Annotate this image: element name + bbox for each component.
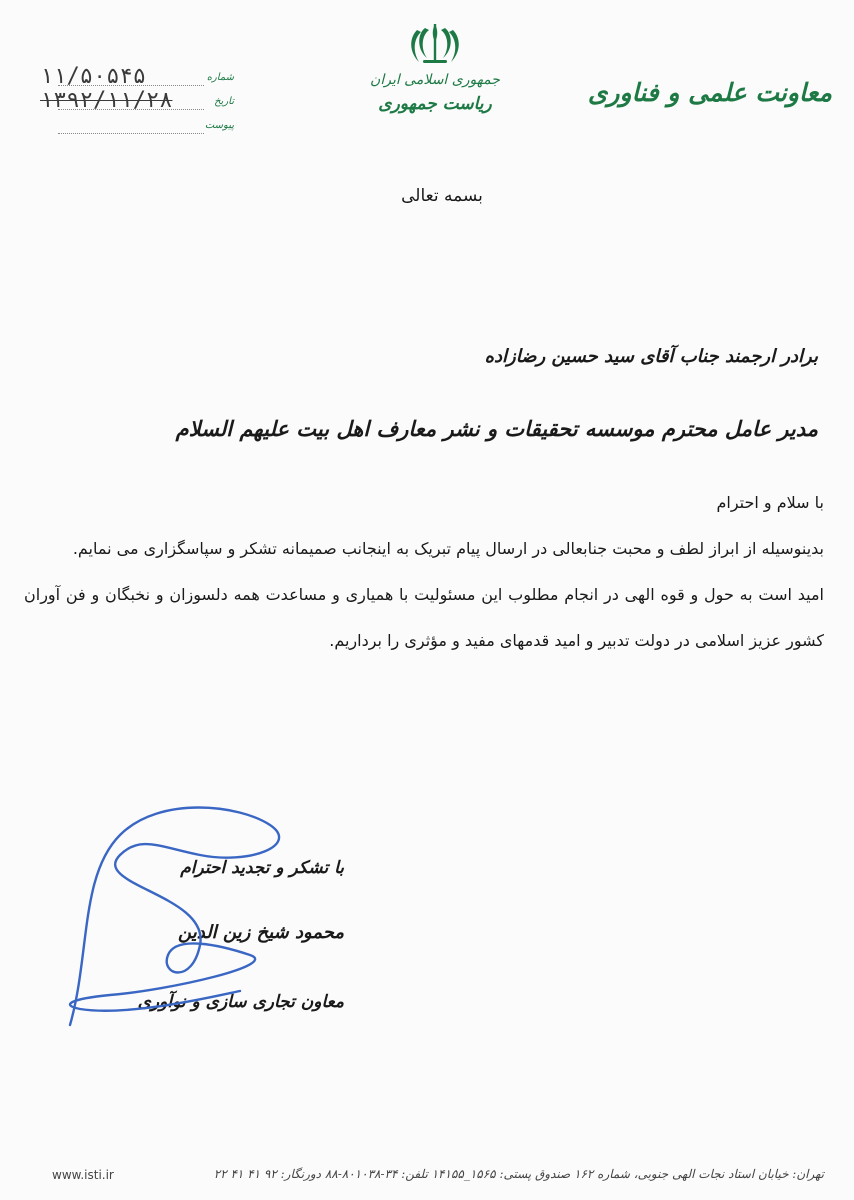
iran-emblem-icon — [407, 20, 463, 68]
greeting: با سلام و احترام — [716, 493, 824, 512]
date-value: ۱۳۹۲/۱۱/۲۸ — [40, 88, 173, 113]
body-paragraph: امید است به حول و قوه الهی در انجام مطلوب این مسئولیت با همیاری و مساعدت همه دلسوزان و نخبگان و فن آوران کشور عزیز اسلامی در دولت تدبیر و امید قدمهای مفید و مؤثری را برداریم. — [24, 585, 824, 650]
footer-address: تهران: خیابان استاد نجات الهی جنوبی، شماره ۱۶۲ صندوق پستی: ۱۵۶۵_۱۴۱۵۵ تلفن: ۳۴-۸۰۱۰۳۸-۸۸ دورنگار: ۹۲ ۴۱ ۴۱ ۲۲ — [213, 1167, 824, 1181]
attachment-label: پیوست — [204, 120, 234, 131]
meta-attachment-row — [40, 114, 240, 138]
body-paragraph: بدینوسیله از ابراز لطف و محبت جنابعالی در ارسال پیام تبریک به اینجانب صمیمانه تشکر و سپاسگزاری می نمایم. — [72, 539, 824, 558]
number-value: ۱۱/۵۰۵۴۵ — [40, 64, 146, 89]
department-title: معاونت علمی و فناوری — [587, 78, 832, 107]
letter-body — [24, 480, 824, 664]
closing-phrase: با تشکر و تجدید احترام — [180, 858, 344, 878]
presidency-title: ریاست جمهوری — [378, 94, 492, 114]
signatory-name: محمود شیخ زین الدین — [178, 922, 344, 943]
dotted-line — [58, 85, 204, 86]
recipient-name: برادر ارجمند جناب آقای سید حسین رضازاده — [484, 346, 818, 367]
dotted-line — [58, 109, 204, 110]
meta-number-row — [40, 66, 240, 90]
website-link[interactable]: www.isti.ir — [52, 1168, 114, 1182]
country-name: جمهوری اسلامی ایران — [370, 72, 500, 88]
number-label: شماره — [206, 72, 234, 83]
date-label: تاریخ — [214, 96, 234, 107]
bismillah-heading: بسمه تعالی — [401, 186, 483, 206]
emblem-block — [360, 20, 510, 114]
recipient-title: مدیر عامل محترم موسسه تحقیقات و نشر معارف اهل بیت علیهم السلام — [175, 416, 818, 441]
signatory-title: معاون تجاری سازی و نوآوری — [137, 992, 344, 1012]
letter-footer — [0, 1163, 854, 1193]
meta-date-row — [40, 90, 240, 114]
letter-meta — [40, 66, 240, 138]
dotted-line — [58, 133, 204, 134]
signature-scribble — [50, 795, 310, 1035]
